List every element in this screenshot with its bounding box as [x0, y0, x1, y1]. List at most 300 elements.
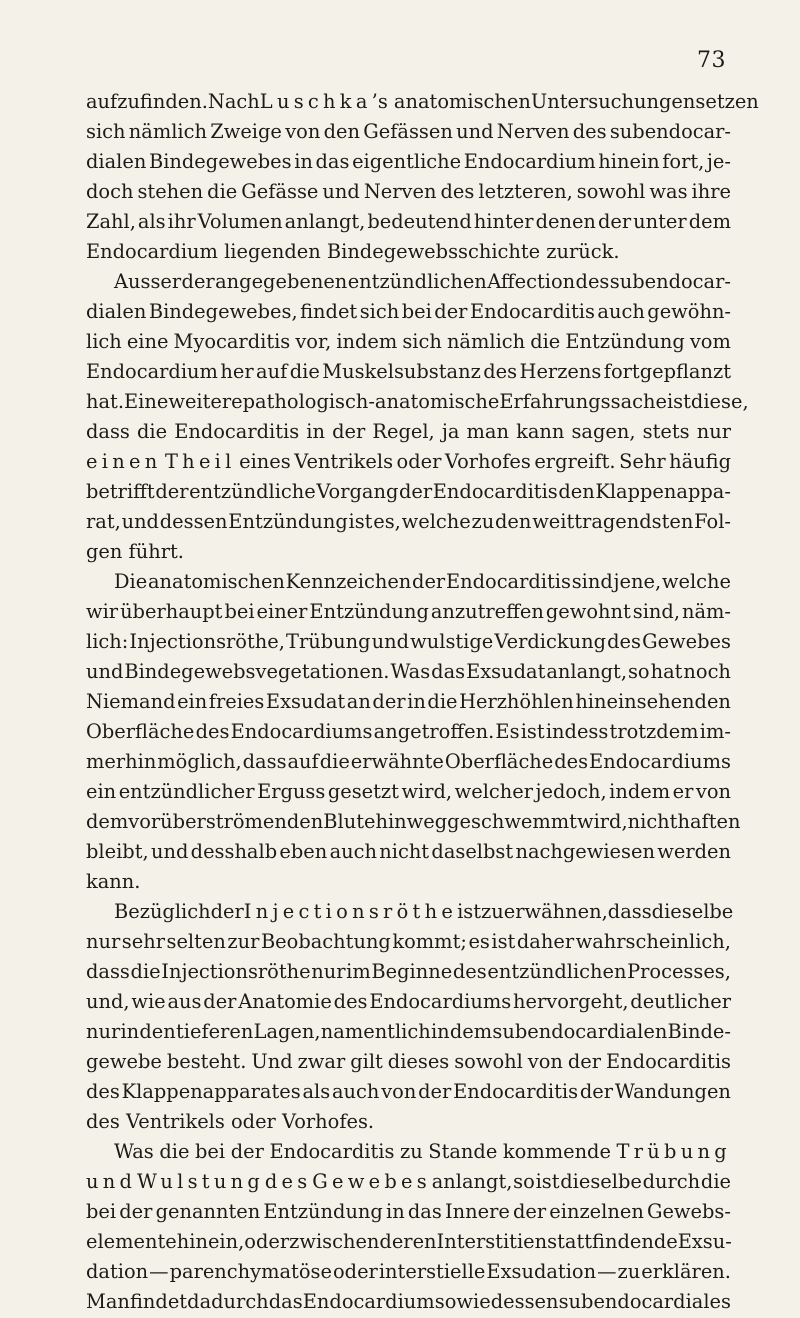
word: dass: [607, 900, 652, 923]
word: werden: [657, 840, 731, 863]
word: von: [381, 1080, 417, 1103]
word: Endocardiums: [589, 750, 731, 773]
text-line: [86, 387, 749, 417]
word: Endocarditis: [445, 570, 571, 593]
word: anlangt,: [284, 210, 366, 233]
word: Ausser: [114, 270, 182, 293]
word: Bindegewebes,: [148, 300, 298, 323]
text-line: [86, 1077, 731, 1107]
word: noch: [683, 660, 731, 683]
word: Endocarditis: [469, 300, 595, 323]
word: durch: [642, 1170, 701, 1193]
word: des: [86, 1080, 120, 1103]
word: Wandungen: [614, 1080, 731, 1103]
word: entzündlichen: [347, 270, 487, 293]
word: die: [207, 180, 238, 203]
word: einzelnen: [549, 1200, 644, 1223]
word: überhaupt: [120, 600, 223, 623]
word: der: [372, 690, 406, 713]
word: zu: [400, 1140, 423, 1163]
word: sowohl: [454, 1050, 523, 1073]
word: betrifft: [86, 480, 155, 503]
text-line: [86, 987, 731, 1017]
word: wie: [131, 990, 166, 1013]
word: Was: [390, 660, 431, 683]
paragraph: [86, 267, 749, 567]
word: diese,: [690, 390, 749, 413]
word: nur: [696, 420, 731, 443]
word: Bezüglich: [114, 900, 211, 923]
word: Beginne: [371, 960, 453, 983]
word: subendocar-: [609, 120, 731, 143]
word: namentlich: [320, 1020, 431, 1043]
word: Gefässen: [363, 120, 453, 143]
text-line: [86, 537, 731, 567]
word: kommt;: [392, 930, 467, 953]
word: bei: [224, 600, 255, 623]
word: des: [195, 720, 230, 743]
word: Processes,: [627, 960, 731, 983]
word: indess: [545, 720, 609, 743]
word: nämlich: [446, 330, 526, 353]
text-line: [86, 87, 759, 117]
word: vom: [689, 330, 731, 353]
word: wulstige: [410, 630, 494, 653]
word: die: [530, 330, 561, 353]
word: in: [407, 690, 426, 713]
word: zu: [481, 900, 504, 923]
word: oder: [332, 1260, 378, 1283]
text-line: [86, 657, 731, 687]
word: des: [483, 360, 518, 383]
text-line: [86, 177, 731, 207]
text-line: [86, 297, 731, 327]
word: die: [289, 360, 320, 383]
text-line: [86, 717, 731, 747]
word: parenchymatöse: [169, 1260, 332, 1283]
word: lich:: [86, 630, 129, 653]
word: Binde-: [667, 1020, 731, 1043]
word: indem: [336, 330, 398, 353]
word: ist: [666, 390, 691, 413]
text-line: [86, 957, 731, 987]
word: die: [319, 750, 350, 773]
word: wird,: [576, 810, 628, 833]
word: auf: [256, 360, 288, 383]
text-line: [86, 747, 731, 777]
word: daselbst: [431, 840, 514, 863]
word: im: [346, 960, 371, 983]
word: ein: [86, 780, 117, 803]
word: Wulstung: [136, 1170, 265, 1193]
word: ist: [348, 510, 373, 533]
word: eine: [126, 330, 169, 353]
word: häufig: [669, 450, 731, 473]
word: Endocardium: [463, 150, 596, 173]
word: ihre: [691, 180, 731, 203]
word: elemente: [86, 1230, 177, 1253]
word: bedeutend: [367, 210, 472, 233]
word: nachgewiesen: [515, 840, 655, 863]
word: aufzufinden.: [86, 90, 208, 113]
text-line: [86, 1107, 731, 1137]
text-line: [86, 477, 731, 507]
word: von: [695, 780, 731, 803]
text-line: [86, 597, 731, 627]
word: stets: [642, 420, 690, 443]
word: interstielle: [378, 1260, 486, 1283]
word: anlangt,: [431, 1170, 513, 1193]
paragraph: [86, 567, 741, 897]
word: ergreift.: [534, 450, 616, 473]
word: vorüberströmenden: [128, 810, 324, 833]
word: Entzündung: [309, 600, 429, 623]
word: angetroffen.: [373, 720, 495, 743]
text-line: [86, 1167, 731, 1197]
word: dass: [242, 750, 287, 773]
paragraph: [86, 897, 734, 1137]
word: Eine: [124, 390, 169, 413]
page-number: 73: [697, 48, 726, 73]
word: Injectionsröthe: [243, 900, 458, 923]
word: der: [230, 1140, 264, 1163]
word: ein: [177, 690, 208, 713]
word: ja: [441, 420, 460, 443]
word: in: [306, 420, 325, 443]
word: der: [512, 1200, 547, 1223]
word: Vorhofes: [444, 450, 531, 473]
text-line: [86, 237, 731, 267]
word: selten: [166, 930, 226, 953]
word: in: [294, 150, 313, 173]
word: —: [597, 1260, 617, 1283]
word: Was: [114, 1140, 154, 1163]
word: und: [150, 840, 189, 863]
word: des Ventrikels oder Vorhofes.: [86, 1110, 375, 1133]
word: besteht.: [166, 1050, 247, 1073]
word: Gewebes: [642, 630, 731, 653]
word: Erfahrungssache: [499, 390, 667, 413]
word: Herzens: [519, 360, 602, 383]
word: so: [627, 660, 650, 683]
word: Trübung: [286, 630, 371, 653]
word: ist: [491, 930, 516, 953]
word: Man: [86, 1290, 130, 1313]
word: bei: [86, 1200, 117, 1223]
word: Nach: [207, 90, 260, 113]
text-line: [86, 867, 731, 897]
word: Und: [251, 1050, 293, 1073]
word: er: [672, 780, 694, 803]
word: dem: [86, 810, 129, 833]
word: als: [137, 210, 166, 233]
word: nicht: [379, 840, 430, 863]
word: der: [597, 210, 632, 233]
word: kommende: [502, 1140, 611, 1163]
text-line: [86, 837, 731, 867]
word: weitere: [168, 390, 243, 413]
word: Klappenapparates: [121, 1080, 301, 1103]
word: Affection: [487, 270, 576, 293]
word: sowohl: [576, 180, 646, 203]
text-line: [86, 1197, 731, 1227]
word: welcher: [454, 780, 533, 803]
text-line: [86, 897, 734, 927]
word: Myocarditis: [173, 330, 291, 353]
word: dessen: [490, 1290, 559, 1313]
word: der: [412, 570, 446, 593]
text-line: [86, 327, 731, 357]
text-line: [86, 267, 731, 297]
word: dialen: [86, 300, 147, 323]
text-line: [86, 207, 731, 237]
word: von: [527, 1050, 563, 1073]
word: der: [181, 270, 215, 293]
word: oder: [244, 1230, 290, 1253]
word: das: [431, 660, 466, 683]
word: weittragendsten: [532, 510, 694, 533]
word: Stande: [428, 1140, 498, 1163]
word: angegebenen: [215, 270, 348, 293]
word: jene,: [613, 570, 662, 593]
word: kann: [516, 420, 565, 443]
word: Muskelsubstanz: [322, 360, 481, 383]
word: der: [332, 420, 366, 443]
word: anatomischen: [147, 570, 285, 593]
word: Anatomie: [238, 990, 332, 1013]
word: gewohnt: [545, 600, 631, 623]
text-line: [86, 807, 741, 837]
word: der: [434, 300, 468, 323]
word: entzündlicher: [118, 780, 255, 803]
word: welche: [401, 510, 471, 533]
word: haften: [677, 810, 741, 833]
word: ist: [535, 1170, 560, 1193]
word: daher: [516, 930, 575, 953]
word: tieferen: [176, 1020, 254, 1043]
word: dessen: [159, 510, 228, 533]
word: des: [575, 270, 610, 293]
word: vor,: [295, 330, 332, 353]
word: anlangt,: [546, 660, 628, 683]
word: Endocardium: [86, 360, 218, 383]
word: gen führt.: [86, 540, 184, 563]
word: trotzdem: [609, 720, 699, 743]
word: die: [137, 420, 168, 443]
word: sehr: [121, 930, 165, 953]
word: der: [418, 1080, 452, 1103]
text-line: [86, 687, 731, 717]
word: der: [567, 1050, 602, 1073]
word: erwähnen,: [503, 900, 608, 923]
word: und,: [86, 990, 130, 1013]
word: des: [554, 750, 589, 773]
word: gesetzt: [327, 780, 399, 803]
word: Klappenappa-: [595, 480, 731, 503]
word: zwischen: [289, 1230, 380, 1253]
text-line: [86, 567, 731, 597]
text-line: [86, 147, 731, 177]
word: hinein: [598, 150, 660, 173]
word: sagen,: [571, 420, 636, 443]
word: ist: [457, 900, 482, 923]
word: Blute: [323, 810, 376, 833]
word: wahrscheinlich,: [575, 930, 731, 953]
word: ihr: [167, 210, 196, 233]
word: der: [155, 480, 189, 503]
word: es,: [373, 510, 401, 533]
word: der: [210, 900, 244, 923]
word: Interstitien: [436, 1230, 548, 1253]
text-line: [86, 927, 731, 957]
word: dadurch: [187, 1290, 269, 1313]
word: der: [579, 1080, 614, 1103]
word: Endocarditis: [174, 420, 300, 443]
word: Kennzeichen: [285, 570, 412, 593]
word: zwar: [297, 1050, 346, 1073]
word: dieselbe: [651, 900, 734, 923]
word: deutlicher: [630, 990, 731, 1013]
word: Injectionsröthe,: [129, 630, 285, 653]
word: Niemand: [86, 690, 176, 713]
word: Endocardium: [302, 1290, 435, 1313]
word: Erguss: [257, 780, 326, 803]
word: so: [513, 1170, 535, 1193]
word: freies: [208, 690, 265, 713]
text-line: [86, 1287, 731, 1317]
word: Innere: [444, 1200, 510, 1223]
word: Endocarditis: [606, 1050, 731, 1073]
word: Untersuchungen: [530, 90, 696, 113]
text-line: [86, 447, 731, 477]
word: deren: [379, 1230, 437, 1253]
word: näm-: [681, 600, 731, 623]
text-line: [86, 1047, 731, 1077]
word: dem: [449, 1020, 493, 1043]
word: von: [285, 120, 321, 143]
word: und: [86, 1170, 137, 1193]
word: Exsudation: [486, 1260, 597, 1283]
word: Volumen: [197, 210, 283, 233]
word: nämlich: [128, 120, 207, 143]
word: nur: [311, 960, 346, 983]
word: wir: [86, 600, 119, 623]
word: Endocardiums: [369, 990, 512, 1013]
text-line: [86, 1137, 731, 1167]
word: es: [468, 930, 490, 953]
word: Endocarditis: [269, 1140, 395, 1163]
word: zur: [227, 930, 260, 953]
word: nur: [86, 1020, 121, 1043]
word: der: [203, 990, 237, 1013]
word: wird,: [401, 780, 453, 803]
word: Verdickung: [494, 630, 606, 653]
word: Injectionsröthe: [161, 960, 311, 983]
word: dass: [86, 960, 130, 983]
word: denen: [535, 210, 596, 233]
word: was: [649, 180, 688, 203]
word: findet: [129, 1290, 188, 1313]
word: Endocarditis: [432, 480, 558, 503]
text-line: [86, 417, 731, 447]
word: Bindegewebsvegetationen.: [124, 660, 390, 683]
word: hinein,: [176, 1230, 245, 1253]
word: hineinsehenden: [575, 690, 731, 713]
word: die: [159, 1140, 190, 1163]
word: eben: [279, 840, 328, 863]
word: Nerven: [496, 120, 570, 143]
word: möglich,: [157, 750, 242, 773]
text-line: [86, 627, 731, 657]
word: sich: [402, 330, 442, 353]
word: lich: [86, 330, 122, 353]
word: Vorgang: [316, 480, 399, 503]
word: Entzündung: [565, 330, 685, 353]
word: sich: [359, 300, 400, 323]
word: findet: [300, 300, 358, 323]
word: des: [607, 630, 641, 653]
word: kann.: [86, 870, 141, 893]
text-line: [86, 117, 731, 147]
word: das: [268, 1290, 303, 1313]
word: Regel,: [372, 420, 435, 443]
word: sich: [86, 120, 126, 143]
word: bei: [195, 1140, 226, 1163]
word: Oberfläche: [86, 720, 195, 743]
word: auch: [332, 1080, 380, 1103]
word: den: [323, 120, 360, 143]
word: das: [407, 1200, 442, 1223]
word: des: [333, 990, 368, 1013]
word: desshalb: [190, 840, 278, 863]
text-line: [86, 1257, 731, 1287]
word: in: [120, 1020, 140, 1043]
word: und: [86, 660, 124, 683]
word: auch: [329, 840, 377, 863]
word: sind,: [632, 600, 680, 623]
word: aus: [167, 990, 202, 1013]
word: und: [322, 180, 360, 203]
word: Theil: [164, 450, 236, 473]
word: Trübung: [616, 1140, 731, 1163]
word: zu: [617, 1260, 641, 1283]
text-line: [86, 1017, 731, 1047]
word: subendocardialen: [492, 1020, 668, 1043]
word: auch: [597, 300, 645, 323]
word: stehen: [137, 180, 204, 203]
word: ist: [520, 720, 545, 743]
word: unter: [633, 210, 687, 233]
body-text: [86, 87, 759, 1317]
word: und: [121, 510, 159, 533]
word: einen: [86, 450, 162, 473]
word: fortgepflanzt: [603, 360, 731, 383]
word: dass: [86, 420, 130, 443]
paragraph: [86, 87, 759, 267]
word: dem: [688, 210, 731, 233]
word: Lagen,: [253, 1020, 321, 1043]
word: Endocarditis: [453, 1080, 579, 1103]
word: oder: [396, 450, 442, 473]
word: den: [495, 510, 532, 533]
word: Entzündung: [228, 510, 348, 533]
word: letzteren,: [478, 180, 573, 203]
word: Beobachtung: [260, 930, 391, 953]
word: an: [346, 690, 371, 713]
word: die: [427, 690, 458, 713]
word: und: [371, 630, 410, 653]
word: nur: [86, 930, 121, 953]
